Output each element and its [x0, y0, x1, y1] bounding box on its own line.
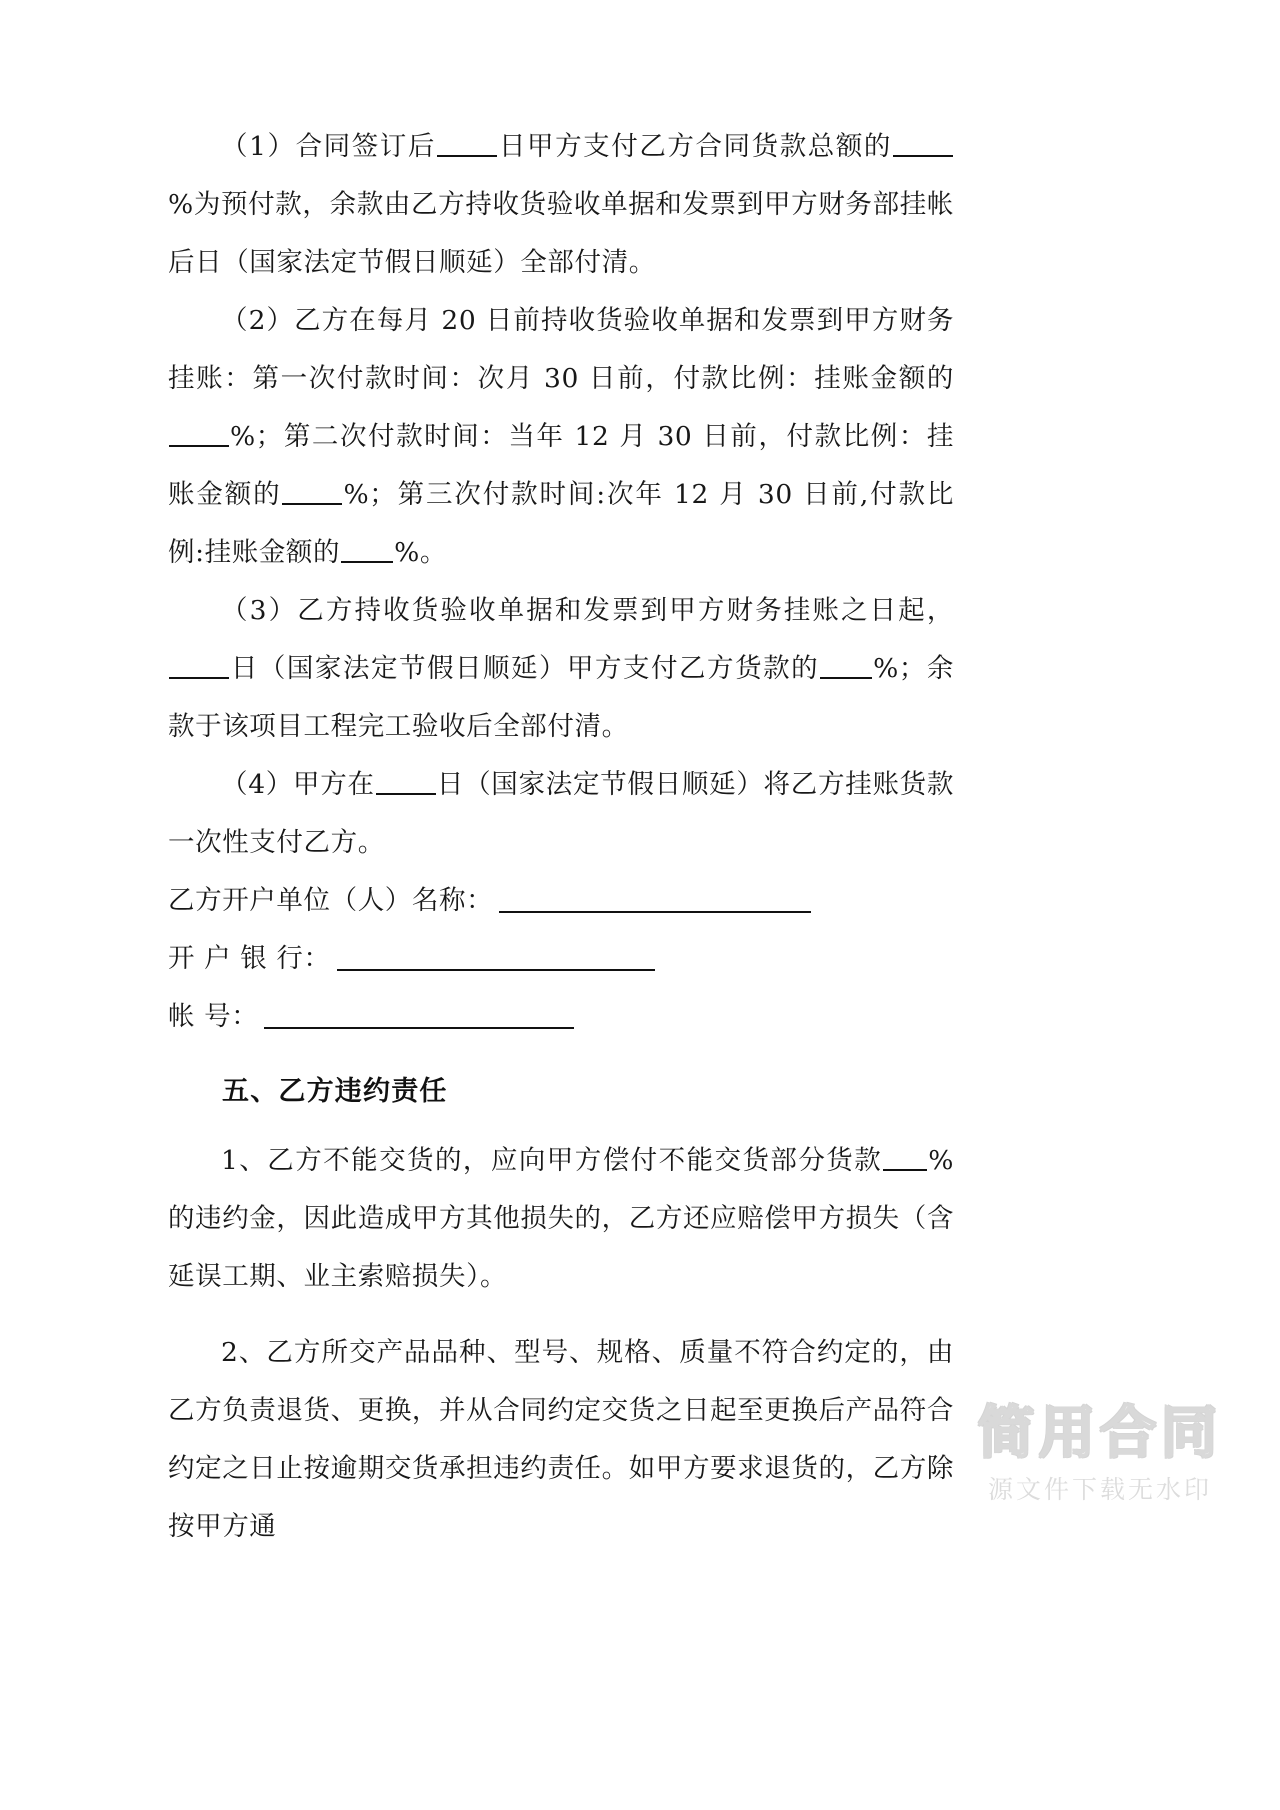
- text-run: %；第二次付款时间：当年 12 月 30 日前，付款比例：挂账金额的: [168, 421, 954, 510]
- paragraph-payment-term-3: [168, 582, 954, 756]
- text-run: 日甲方支付乙方合同货款总额的: [497, 131, 892, 162]
- field-row-account-name: [168, 872, 954, 930]
- field-input-account-name[interactable]: [499, 887, 811, 913]
- field-label-bank: 开 户 银 行：: [168, 943, 331, 974]
- text-run: （1）合同签订后: [221, 131, 436, 162]
- text-run: 日（国家法定节假日顺延）将乙方挂账货款一次性支付乙方。: [168, 769, 954, 858]
- section-heading-party-b-liability: 五、乙方违约责任: [222, 1076, 448, 1107]
- fill-in-blank-percent[interactable]: [893, 133, 953, 157]
- field-row-bank: [168, 930, 954, 988]
- paragraph-liability-1: [168, 1132, 954, 1306]
- text-run: （4）甲方在: [221, 769, 375, 800]
- document-content: [168, 118, 954, 1556]
- text-run: %为预付款，余款由乙方持收货验收单据和发票到甲方财务部挂帐后日（国家法定节假日顺延）全部付清。: [168, 189, 954, 278]
- field-row-account-number: [168, 988, 954, 1046]
- text-run: 1、乙方不能交货的，应向甲方偿付不能交货部分货款: [221, 1145, 883, 1176]
- fill-in-blank-days-posting[interactable]: [169, 655, 229, 679]
- text-run: 日（国家法定节假日顺延）甲方支付乙方货款的: [230, 653, 820, 684]
- spacer: [168, 1122, 954, 1132]
- paragraph-payment-term-2: [168, 292, 954, 582]
- watermark: [978, 1401, 1222, 1506]
- paragraph-payment-term-4: [168, 756, 954, 872]
- field-label-account-name: 乙方开户单位（人）名称：: [168, 885, 494, 916]
- text-run: %；第三次付款时间:次年 12 月 30 日前,付款比例:挂账金额的: [168, 479, 954, 568]
- fill-in-blank-penalty-percent[interactable]: [883, 1147, 927, 1171]
- text-run: %；余款于该项目工程完工验收后全部付清。: [168, 653, 954, 742]
- text-run: %的违约金，因此造成甲方其他损失的，乙方还应赔偿甲方损失（含延误工期、业主索赔损失）。: [168, 1145, 954, 1292]
- field-input-bank[interactable]: [337, 945, 655, 971]
- fill-in-blank-percent-first[interactable]: [169, 423, 229, 447]
- paragraph-liability-2: [168, 1324, 954, 1556]
- watermark-title: 简用合同: [978, 1401, 1222, 1467]
- fill-in-blank-days-final[interactable]: [376, 771, 436, 795]
- text-run: （3）乙方持收货验收单据和发票到甲方财务挂账之日起，: [221, 595, 954, 626]
- fill-in-blank-percent-second[interactable]: [282, 481, 342, 505]
- watermark-subtitle: 源文件下载无水印: [987, 1475, 1212, 1504]
- text-run: %。: [394, 537, 448, 568]
- field-input-account-number[interactable]: [264, 1003, 574, 1029]
- paragraph-payment-term-1: [168, 118, 954, 292]
- fill-in-blank-percent-payment[interactable]: [820, 655, 872, 679]
- field-label-account-number: 帐 号：: [168, 1001, 259, 1032]
- fill-in-blank-days[interactable]: [437, 133, 497, 157]
- fill-in-blank-percent-third[interactable]: [341, 539, 393, 563]
- spacer: [168, 1306, 954, 1324]
- text-run: 2、乙方所交产品品种、型号、规格、质量不符合约定的，由乙方负责退货、更换，并从合同约定交货之日起至更换后产品符合约定之日止按逾期交货承担违约责任。如甲方要求退货的，乙方除按甲方通: [168, 1337, 954, 1542]
- text-run: （2）乙方在每月 20 日前持收货验收单据和发票到甲方财务挂账：第一次付款时间：次月 30 日前，付款比例：挂账金额的: [168, 305, 954, 394]
- spacer: [168, 1046, 954, 1056]
